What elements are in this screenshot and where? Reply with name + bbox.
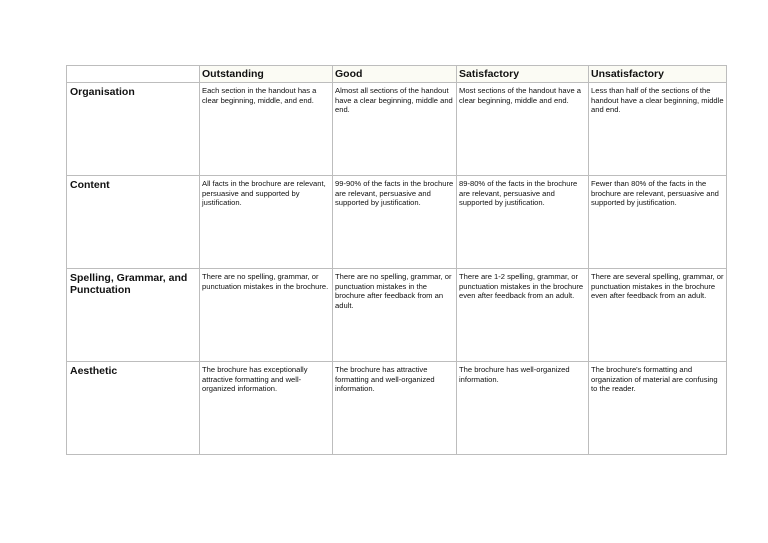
header-good [333,66,457,83]
criterion-cell [67,83,200,176]
descriptor-text: There are no spelling, grammar, or punctuation mistakes in the brochure. [202,272,329,291]
descriptor-text: There are no spelling, grammar, or punctuation mistakes in the brochure after feedback from an adult. [335,272,452,310]
descriptor-text: 89-80% of the facts in the brochure are relevant, persuasive and supported by justification. [459,179,578,207]
descriptor-cell [589,362,727,455]
descriptor-text: Almost all sections of the handout have a clear beginning, middle and end. [335,86,453,114]
header-label: Satisfactory [459,68,520,80]
descriptor-cell [457,176,589,269]
descriptor-cell [333,83,457,176]
rubric-table [66,65,727,455]
descriptor-text: The brochure has attractive formatting and well-organized information. [335,365,435,393]
descriptor-cell [200,269,333,362]
descriptor-text: Most sections of the handout have a clear beginning, middle and end. [459,86,582,105]
descriptor-cell [457,269,589,362]
descriptor-cell [200,83,333,176]
descriptor-cell [457,362,589,455]
header-outstanding [200,66,333,83]
descriptor-cell [200,176,333,269]
criterion-label: Spelling, Grammar, and Punctuation [70,272,188,296]
descriptor-text: All facts in the brochure are relevant, persuasive and supported by justification. [202,179,326,207]
criterion-cell [67,176,200,269]
descriptor-text: 99-90% of the facts in the brochure are relevant, persuasive and supported by justification. [335,179,454,207]
descriptor-text: The brochure's formatting and organization of material are confusing to the reader. [591,365,718,393]
descriptor-cell [333,176,457,269]
descriptor-cell [589,269,727,362]
descriptor-text: There are 1-2 spelling, grammar, or punctuation mistakes in the brochure even after feedback from an adult. [459,272,584,300]
header-label: Unsatisfactory [591,68,664,80]
descriptor-text: Each section in the handout has a clear beginning, middle, and end. [202,86,317,105]
descriptor-cell [333,362,457,455]
header-row [67,66,727,83]
descriptor-text: There are several spelling, grammar, or punctuation mistakes in the brochure even after feedback from an adult. [591,272,724,300]
row-content [67,176,727,269]
criterion-cell [67,269,200,362]
descriptor-cell [200,362,333,455]
row-aesthetic [67,362,727,455]
row-organisation [67,83,727,176]
criterion-label: Content [70,179,110,191]
descriptor-text: The brochure has exceptionally attractive formatting and well-organized information. [202,365,308,393]
criterion-cell [67,362,200,455]
corner-cell [67,66,200,83]
descriptor-text: The brochure has well-organized information. [459,365,570,384]
descriptor-cell [589,176,727,269]
header-satisfactory [457,66,589,83]
header-label: Good [335,68,363,80]
descriptor-cell [333,269,457,362]
descriptor-text: Less than half of the sections of the handout have a clear beginning, middle and end. [591,86,724,114]
criterion-label: Aesthetic [70,365,118,377]
descriptor-text: Fewer than 80% of the facts in the brochure are relevant, persuasive and supported by justification. [591,179,719,207]
descriptor-cell [457,83,589,176]
criterion-label: Organisation [70,86,135,98]
header-unsatisfactory [589,66,727,83]
descriptor-cell [589,83,727,176]
header-label: Outstanding [202,68,264,80]
row-spelling-grammar-punctuation [67,269,727,362]
